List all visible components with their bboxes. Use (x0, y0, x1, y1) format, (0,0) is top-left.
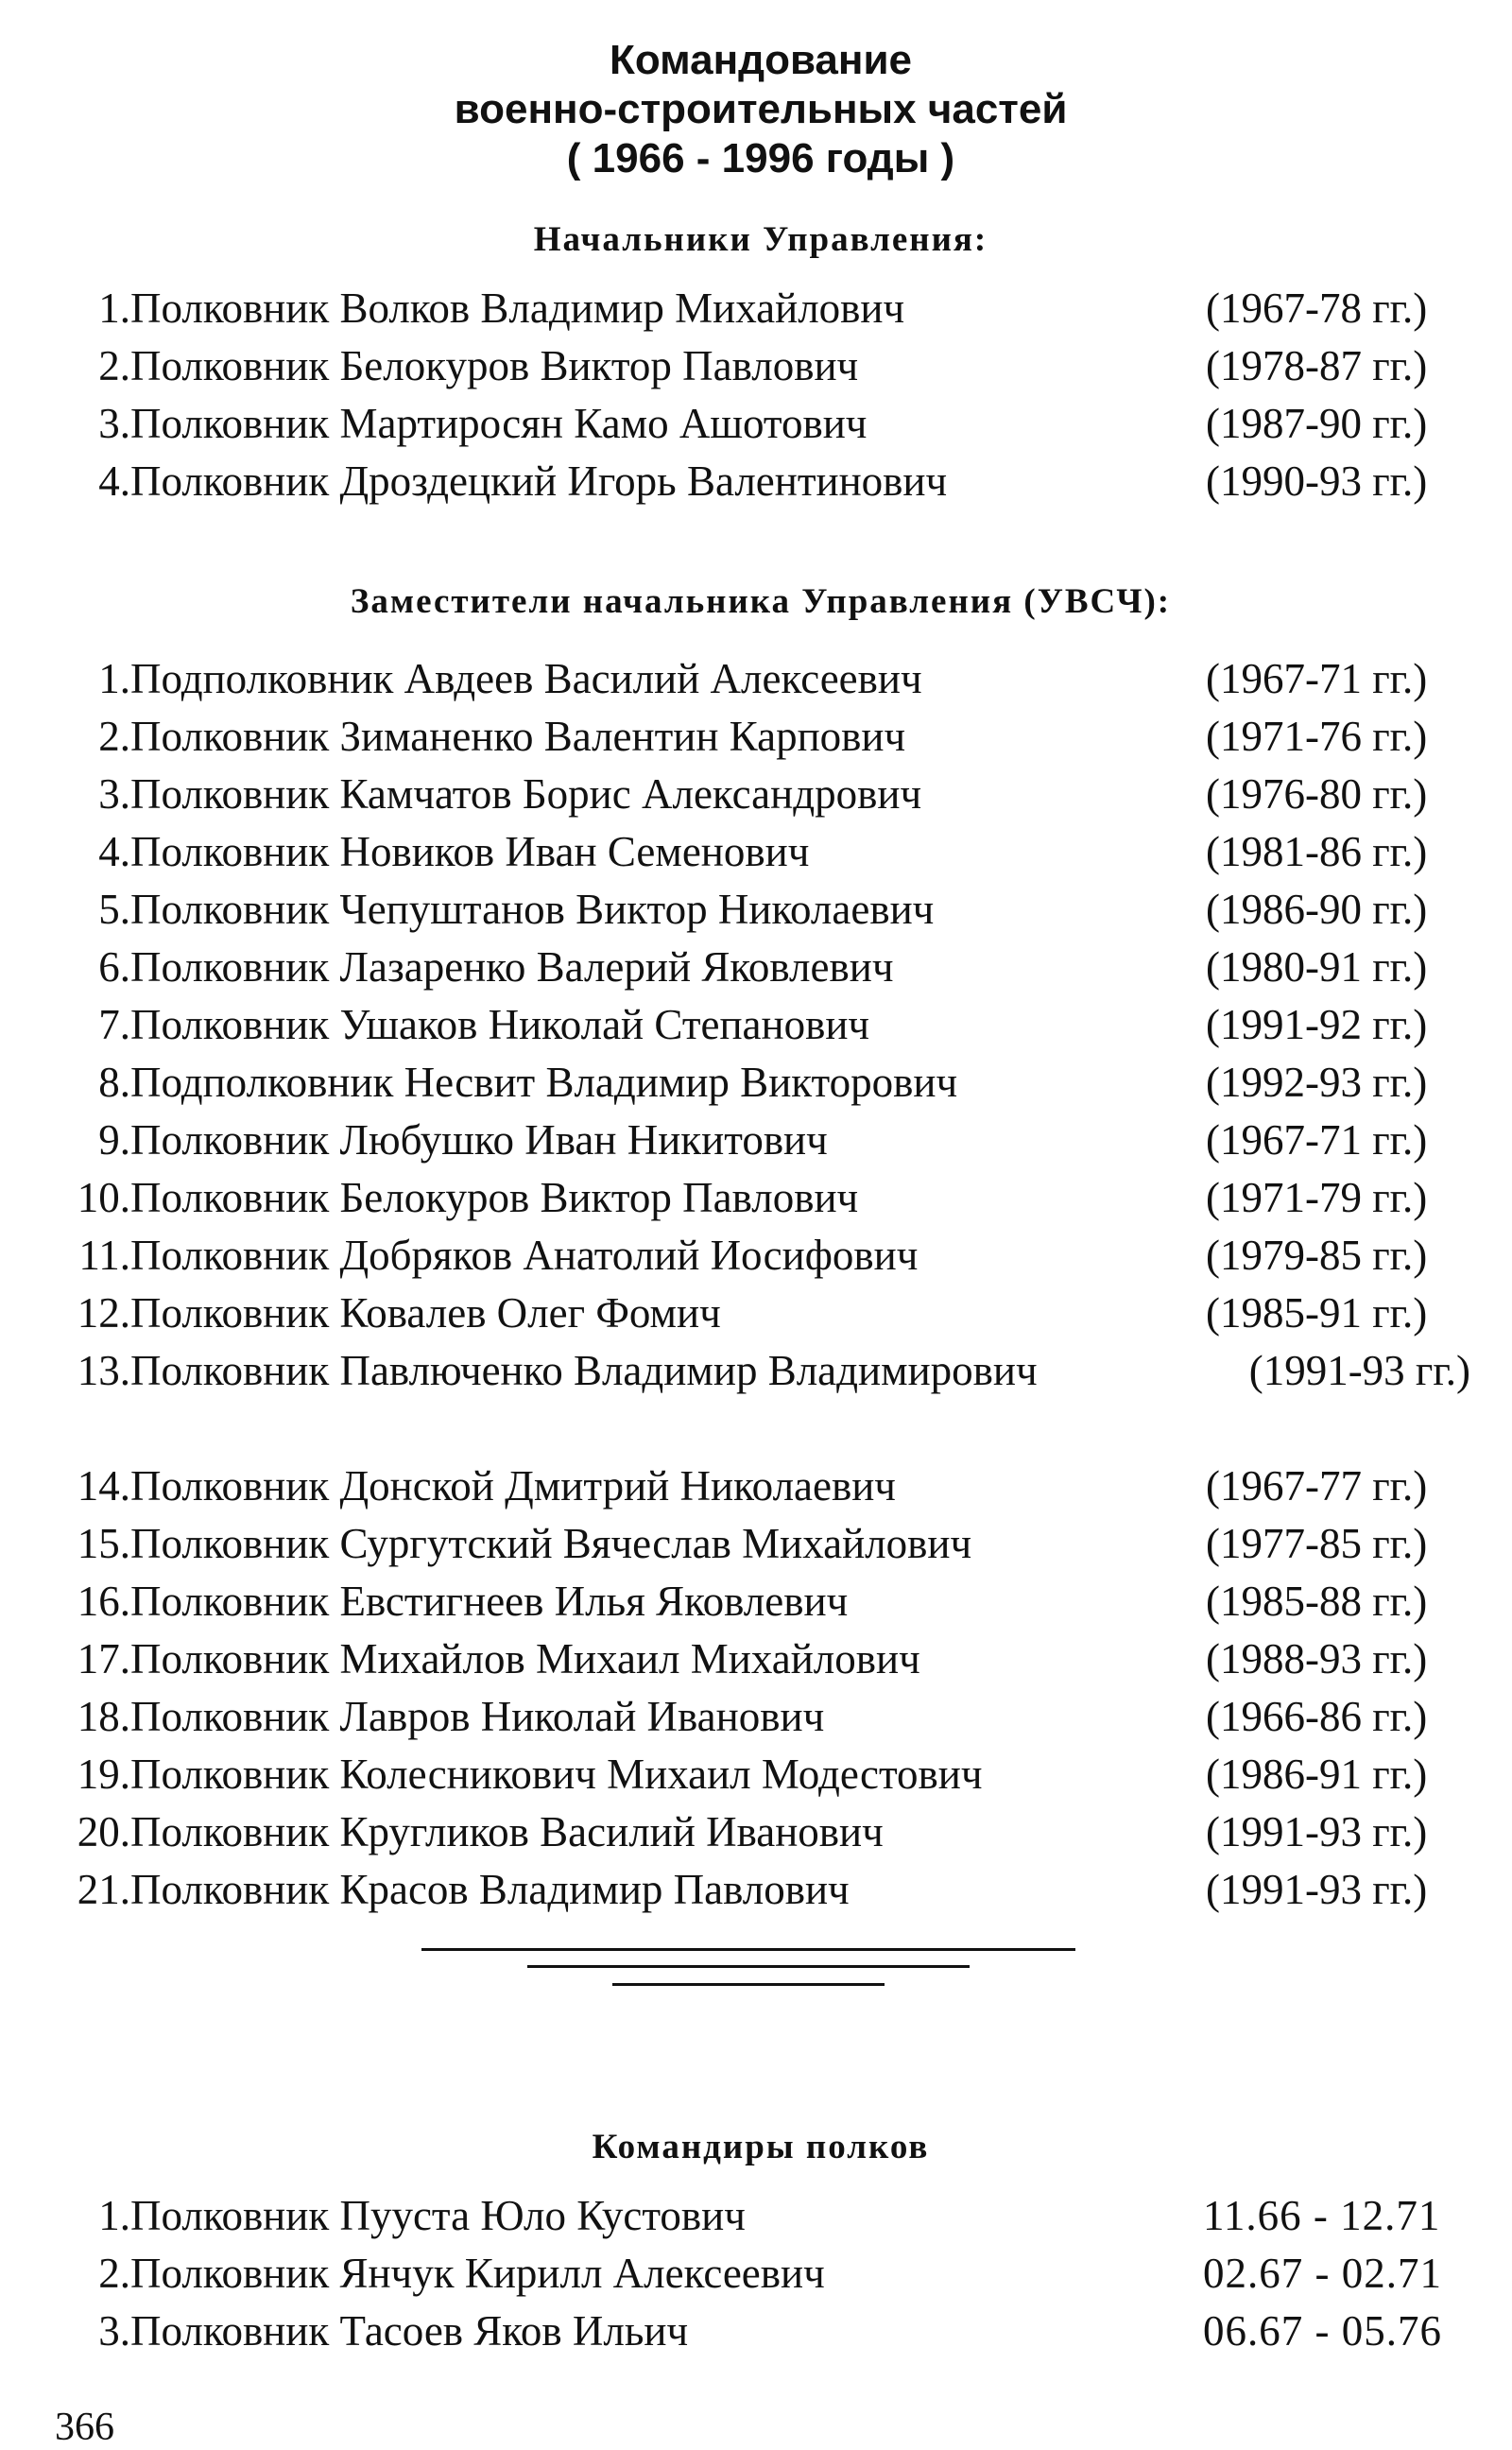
item-years: (1980-91 гг.) (1206, 943, 1428, 991)
item-name: Полковник Евстигнеев Илья Яковлевич (130, 1578, 849, 1625)
item-number: 7. (98, 1001, 130, 1048)
title-line-3: ( 1966 - 1996 годы ) (566, 135, 955, 181)
item-years: 11.66 - 12.71 (1203, 2192, 1441, 2239)
item-number: 1. (98, 285, 130, 332)
item-number: 1. (98, 2192, 130, 2239)
item-name: Полковник Камчатов Борис Александрович (130, 770, 922, 818)
list-item (55, 1227, 1470, 1285)
list-item (55, 453, 1470, 510)
item-number: 2. (98, 2250, 130, 2297)
item-name: Полковник Донской Дмитрий Николаевич (130, 1462, 896, 1510)
item-name: Полковник Тасоев Яков Ильич (130, 2307, 689, 2355)
item-name: Полковник Ковалев Олег Фомич (130, 1289, 721, 1337)
list-item (55, 939, 1470, 996)
list-item (55, 1746, 1470, 1803)
list-item (55, 1342, 1470, 1458)
deputies-heading: Заместители начальника Управления (УВСЧ): (350, 582, 1172, 621)
list-item (55, 1688, 1470, 1746)
item-name: Полковник Колесникович Михаил Модестович (130, 1751, 983, 1798)
item-name: Полковник Волков Владимир Михайлович (130, 285, 905, 332)
item-years: (1986-90 гг.) (1206, 886, 1428, 933)
item-years: (1971-76 гг.) (1206, 713, 1428, 760)
list-item (55, 881, 1470, 939)
divider-rule-short (612, 1983, 885, 1986)
list-item (55, 1803, 1470, 1861)
page-title (284, 36, 1238, 183)
divider-rule-long (421, 1948, 1075, 1951)
list-item (55, 1054, 1470, 1112)
item-years: (1986-91 гг.) (1206, 1751, 1428, 1798)
list-item (55, 996, 1470, 1054)
item-name: Полковник Янчук Кирилл Алексеевич (130, 2250, 825, 2297)
commanders-list (55, 2187, 1470, 2360)
item-years: (1977-85 гг.) (1206, 1520, 1428, 1567)
title-line-2: военно-строительных частей (454, 86, 1068, 132)
item-number: 21. (77, 1866, 130, 1913)
item-name: Полковник Красов Владимир Павлович (130, 1866, 850, 1913)
item-number: 4. (98, 828, 130, 875)
chiefs-heading: Начальники Управления: (533, 220, 988, 259)
item-number: 2. (98, 342, 130, 389)
item-number: 17. (77, 1635, 130, 1682)
item-years: 06.67 - 05.76 (1203, 2307, 1442, 2355)
item-years: (1976-80 гг.) (1206, 770, 1428, 818)
item-name: Полковник Чепуштанов Виктор Николаевич (130, 886, 935, 933)
item-number: 1. (98, 655, 130, 702)
item-years: (1967-78 гг.) (1206, 285, 1428, 332)
item-number: 20. (77, 1808, 130, 1855)
item-name: Полковник Зиманенко Валентин Карпович (130, 713, 906, 760)
deputies-list (55, 650, 1470, 1919)
title-line-1: Командование (609, 37, 912, 83)
list-item (55, 2303, 1470, 2360)
page-number: 366 (55, 2406, 114, 2449)
item-name: Подполковник Несвит Владимир Викторович (130, 1059, 958, 1106)
item-name: Полковник Лавров Николай Иванович (130, 1693, 825, 1740)
item-years: 02.67 - 02.71 (1203, 2250, 1442, 2297)
item-name: Полковник Пууста Юло Кустович (130, 2192, 746, 2239)
item-years: (1985-91 гг.) (1206, 1289, 1428, 1337)
list-item (55, 2245, 1470, 2303)
list-item (55, 1169, 1470, 1227)
item-name: Полковник Добряков Анатолий Иосифович (130, 1232, 919, 1279)
item-name: Полковник Сургутский Вячеслав Михайлович (130, 1520, 972, 1567)
item-number: 3. (98, 770, 130, 818)
item-name: Полковник Любушко Иван Никитович (130, 1116, 828, 1164)
item-name: Полковник Белокуров Виктор Павлович (130, 1174, 859, 1221)
item-years: (1967-77 гг.) (1206, 1462, 1428, 1510)
list-item (55, 1458, 1470, 1515)
list-item (55, 2187, 1470, 2245)
item-name: Полковник Белокуров Виктор Павлович (130, 342, 859, 389)
item-number: 15. (77, 1520, 130, 1567)
item-years: (1991-93 гг.) (1206, 1808, 1428, 1855)
item-name: Полковник Мартиросян Камо Ашотович (130, 400, 868, 447)
item-years: (1988-93 гг.) (1206, 1635, 1428, 1682)
item-name: Полковник Дроздецкий Игорь Валентинович (130, 457, 948, 505)
item-number: 13. (77, 1347, 130, 1394)
item-years: (1991-93 гг.) (1206, 1866, 1428, 1913)
list-item (55, 337, 1470, 395)
item-years: (1967-71 гг.) (1206, 655, 1428, 702)
item-number: 3. (98, 2307, 130, 2355)
list-item (55, 1285, 1470, 1342)
divider-rule-medium (527, 1965, 970, 1968)
item-number: 10. (77, 1174, 130, 1221)
item-number: 12. (77, 1289, 130, 1337)
item-years: (1981-86 гг.) (1206, 828, 1428, 875)
item-number: 8. (98, 1059, 130, 1106)
item-years: (1985-88 гг.) (1206, 1578, 1428, 1625)
list-item (55, 1515, 1470, 1573)
list-item (55, 280, 1470, 337)
item-years: (1971-79 гг.) (1206, 1174, 1428, 1221)
item-name: Полковник Ушаков Николай Степанович (130, 1001, 870, 1048)
item-number: 18. (77, 1693, 130, 1740)
list-item (55, 708, 1470, 766)
item-number: 2. (98, 713, 130, 760)
item-years: (1992-93 гг.) (1206, 1059, 1428, 1106)
item-number: 5. (98, 886, 130, 933)
commanders-heading: Командиры полков (592, 2128, 930, 2166)
list-item (55, 823, 1470, 881)
item-name: Полковник Михайлов Михаил Михайлович (130, 1635, 920, 1682)
item-number: 16. (77, 1578, 130, 1625)
item-name: Полковник Кругликов Василий Иванович (130, 1808, 884, 1855)
item-years: (1967-71 гг.) (1206, 1116, 1428, 1164)
list-item (55, 1112, 1470, 1169)
item-number: 3. (98, 400, 130, 447)
item-years: (1987-90 гг.) (1206, 400, 1428, 447)
list-item (55, 395, 1470, 453)
item-number: 11. (78, 1232, 130, 1279)
item-years: (1978-87 гг.) (1206, 342, 1428, 389)
item-name: Полковник Новиков Иван Семенович (130, 828, 810, 875)
list-item (55, 650, 1470, 708)
item-number: 14. (77, 1462, 130, 1510)
item-name: Подполковник Авдеев Василий Алексеевич (130, 655, 922, 702)
item-years: (1966-86 гг.) (1206, 1693, 1428, 1740)
item-name: Полковник Лазаренко Валерий Яковлевич (130, 943, 894, 991)
item-years: (1991-92 гг.) (1206, 1001, 1428, 1048)
item-years: (1979-85 гг.) (1206, 1232, 1428, 1279)
item-number: 4. (98, 457, 130, 505)
item-name: Полковник Павлюченко Владимир Владимирович (130, 1347, 1038, 1394)
list-item (55, 1573, 1470, 1630)
item-years: (1991-93 гг.) (1248, 1347, 1470, 1394)
list-item (55, 1861, 1470, 1919)
item-number: 9. (98, 1116, 130, 1164)
item-number: 19. (77, 1751, 130, 1798)
item-years: (1990-93 гг.) (1206, 457, 1428, 505)
item-number: 6. (98, 943, 130, 991)
list-item (55, 766, 1470, 823)
list-item (55, 1630, 1470, 1688)
chiefs-list (55, 280, 1470, 510)
